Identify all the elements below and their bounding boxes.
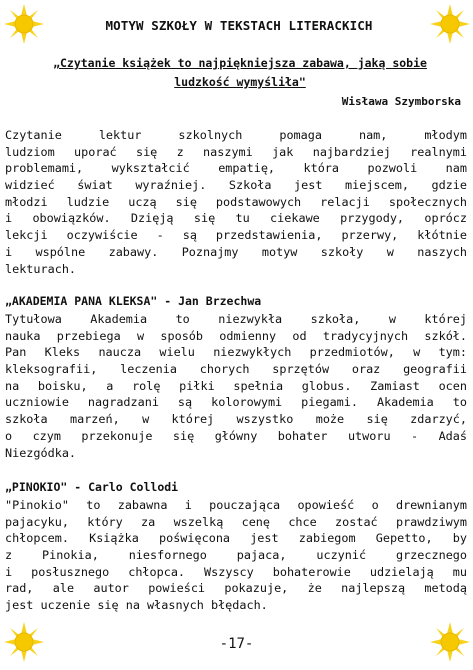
text-line: Niezgódka.	[5, 445, 77, 460]
text-line: rad, ale autor powieści pokazuje, że najlepszą metodą	[5, 581, 467, 596]
text-line: kleksografii, leczenia chorych sprzętów oraz geografii	[5, 362, 467, 377]
kleks-paragraph	[5, 311, 467, 461]
text-line: widzieć świat wyraźniej. Szkoła jest miejscem, gdzie	[5, 178, 467, 193]
text-line: z Pinokia, niesfornego pajaca, uczynić grzecznego	[5, 548, 467, 563]
text-line: lekcji oczywiście - są przedstawienia, przerwy, kłótnie	[5, 228, 467, 243]
text-line: na boisku, a rolę piłki spełnia globus. Zamiast ocen	[5, 378, 467, 393]
text-line: szkoła marzeń, w której wszystko może się zdarzyć,	[5, 412, 467, 427]
text-line: ludziom uporać się z naszymi jak najbardziej realnymi	[5, 144, 467, 159]
section-heading-pinokio: „PINOKIO" - Carlo Collodi	[5, 480, 179, 494]
text-line: chłopcem. Książka poświęcona jest zabiegom Gepetto, by	[5, 531, 467, 546]
text-line: młodzi ludzie uczą się podstawowych relacji społecznych	[5, 194, 467, 209]
section-heading-kleks: „AKADEMIA PANA KLEKSA" - Jan Brzechwa	[5, 294, 262, 308]
text-line: o czym przekonuje się główny bohater utworu - Adaś	[5, 428, 467, 443]
text-line: Czytanie lektur szkolnych pomaga nam, młodym	[5, 128, 467, 142]
text-line: nauka przebiega w sposób odmienny od tradycyjnych szkół.	[5, 328, 467, 343]
quote-line: ludzkość wymyśliła"	[174, 75, 306, 89]
sun-icon	[4, 4, 44, 44]
text-line: i posłusznego chłopca. Wszyscy bohaterowie udzielają mu	[5, 564, 467, 579]
text-line: i obowiązków. Dzięją się tu ciekawe przygody, oprócz	[5, 211, 467, 226]
page-number: -17-	[219, 636, 254, 652]
text-line: "Pinokio" to zabawna i pouczająca opowieść o drewnianym	[5, 498, 467, 512]
quote-author: Wisława Szymborska	[341, 95, 461, 108]
text-line: jest uczenie się na własnych błędach.	[5, 598, 268, 613]
text-line: uczniowie nagradzani są kolorowymi piegami. Akademia to	[5, 395, 467, 410]
sun-icon	[430, 4, 470, 44]
text-line: Tytułowa Akademia to niezwykła szkoła, w której	[5, 312, 467, 326]
page-title: MOTYW SZKOŁY W TEKSTACH LITERACKICH	[105, 18, 373, 33]
text-line: i wspólne zabawy. Poznajmy motyw szkoły w naszych	[5, 244, 467, 259]
text-line: pajacyku, który za wszelką cenę chce zostać prawdziwym	[5, 514, 467, 529]
text-line: problemami, wykształcić empatię, która pozwoli nam	[5, 161, 467, 176]
intro-paragraph	[5, 127, 467, 277]
quote-line: „Czytanie książek to najpiękniejsza zabawa, jaką sobie	[53, 56, 427, 70]
text-line: Pan Kleks naucza wielu niezwykłych przedmiotów, w tym:	[5, 345, 467, 360]
text-line: lekturach.	[5, 261, 77, 276]
epigraph-quote	[20, 54, 460, 92]
pinokio-paragraph	[5, 497, 467, 614]
